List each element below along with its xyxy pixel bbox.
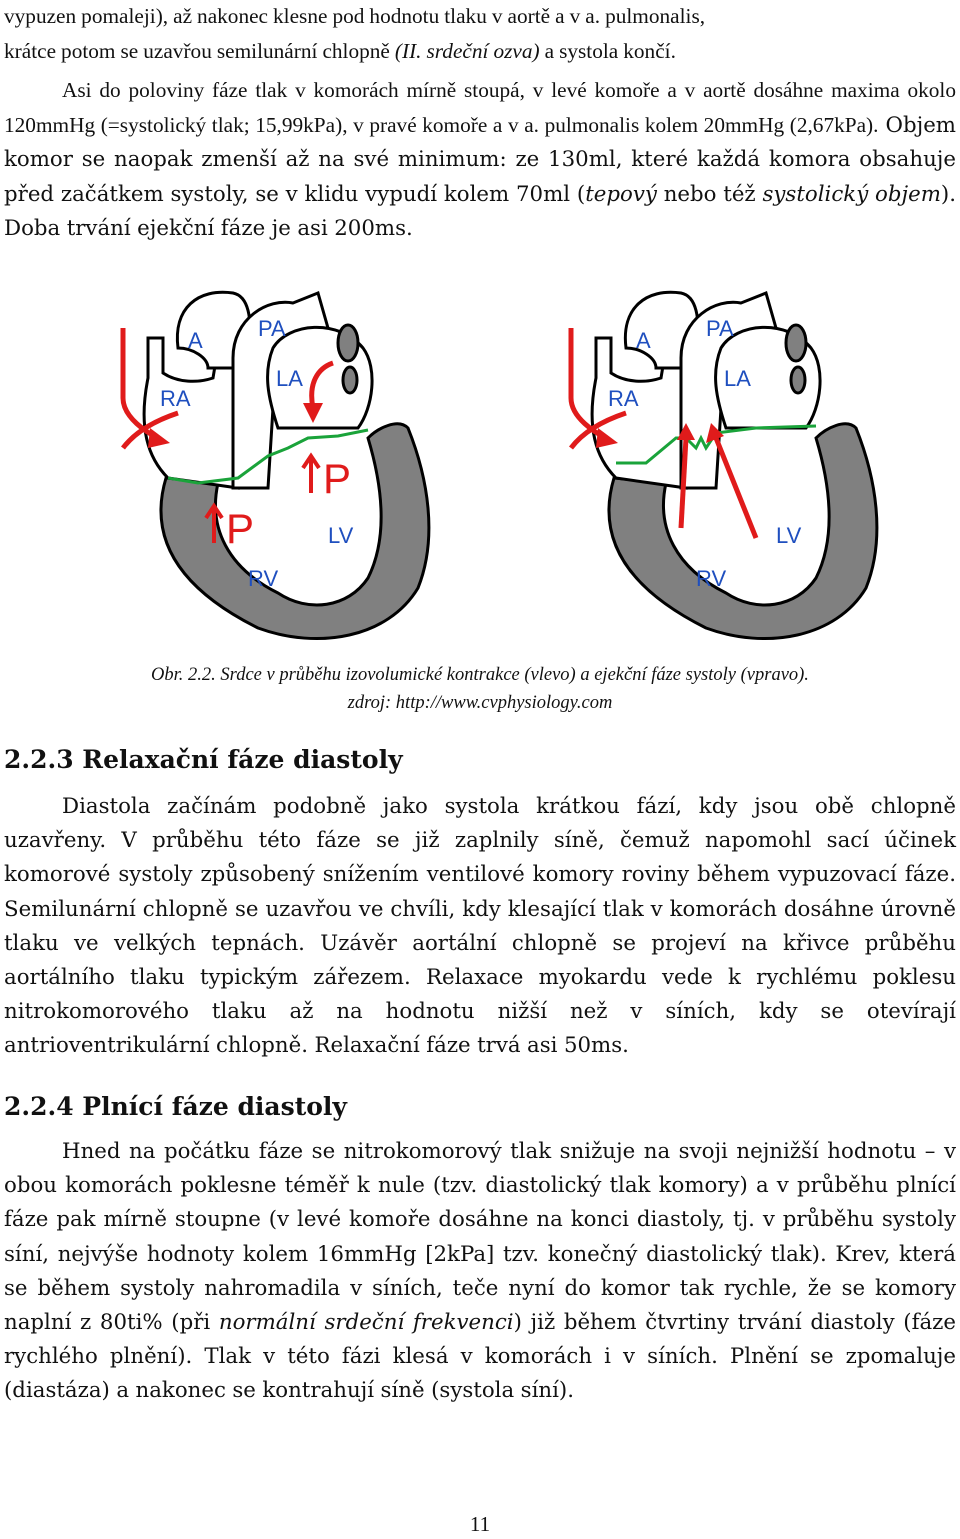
label-pressure-rv: P (226, 505, 255, 552)
label-ra: RA (608, 386, 639, 411)
intro-line-2: krátce potom se uzavřou semilunární chlopně (II. srdeční ozva) a systola končí. (4, 39, 676, 64)
intro-paragraph-end (4, 0, 956, 69)
label-pa: PA (706, 316, 734, 341)
label-pa: PA (258, 316, 286, 341)
volume-text: Objem komor se naopak zmenší až na své minimum: ze 130ml, které každá komora obsahuje před začátkem systoly, se v klidu vypudí kolem 70ml ( (4, 113, 956, 207)
pulmonary-vein (786, 325, 806, 361)
pressure-text: Asi do poloviny fáze tlak v komorách mírně stoupá, v levé komoře a v aortě dosáhne maxima okolo 120mmHg (=systolický tlak; 15,99kPa), v pravé komoře a v a. pulmonalis kolem 20mmHg (2,67kPa). (4, 78, 956, 138)
pulmonary-vein-2 (791, 367, 805, 393)
pressure-up-arrow-lv (303, 456, 319, 493)
page-number: 11 (469, 1512, 491, 1536)
stroke-volume-term: tepový (585, 181, 657, 207)
systolic-volume-term: systolický objem (762, 181, 941, 207)
label-la: LA (724, 366, 751, 391)
section-heading-2-2-4: 2.2.4 Plnící fáze diastoly (4, 1092, 347, 1121)
pulmonary-vein-2 (343, 367, 357, 393)
label-pressure-lv: P (323, 455, 352, 502)
figure-source: zdroj: http://www.cvphysiology.com (347, 693, 613, 713)
ejection-paragraph: Asi do poloviny fáze tlak v komorách mírně stoupá, v levé komoře a v aortě dosáhne maxima okolo 120mmHg (=systolický tlak; 15,99kPa), v pravé komoře a v a. pulmonalis kolem 20mmHg (2,67kPa). Objem komor se naopak zmenší až na své minimum: ze 130ml, které každá komora obsahuje před začátkem systoly, se v klidu vypudí kolem 70ml (tepový nebo též systolický objem). Doba trvání ejekční fáze je asi 200ms. (4, 78, 956, 241)
normal-heart-rate-term: normální srdeční frekvenci (218, 1310, 514, 1336)
label-aorta: A (188, 328, 203, 353)
label-lv: LV (328, 523, 354, 548)
section-heading-2-2-3: 2.2.3 Relaxační fáze diastoly (4, 745, 403, 774)
label-rv: RV (248, 566, 279, 591)
heart-diagram-isovolumic (108, 288, 438, 648)
label-ra: RA (160, 386, 191, 411)
label-rv: RV (696, 566, 727, 591)
label-aorta: A (636, 328, 651, 353)
intro-line-1: vypuzen pomaleji), až nakonec klesne pod hodnotu tlaku v aortě a v a. pulmonalis, (4, 4, 706, 28)
pulmonary-vein (338, 325, 358, 361)
section-text-2-2-4: Hned na počátku fáze se nitrokomorový tlak snižuje na svoji nejnižší hodnotu – v obou komorách poklesne téměř k nule (tzv. diastolický tlak komory) a v průběhu plnící fáze pak mírně stoupne (v levé komoře dosáhne na konci diastoly, tj. v průběhu systoly síní, nejvýše hodnoty kolem 16mmHg [2kPa] tzv. konečný diastolický tlak). Krev, která se během systoly nahromadila v síních, teče nyní do komor tak rychle, že se komory naplní z 80ti% (při normální srdeční frekvenci) již během čtvrtiny trvání diastoly (fáze rychlého plnění). Tlak v této fázi klesá v komorách i v síních. Plnění se zpomaluje (diastáza) a nakonec se kontrahují síně (systola síní). (4, 1139, 956, 1404)
label-la: LA (276, 366, 303, 391)
section-text-2-2-3: Diastola začínám podobně jako systola krátkou fází, kdy jsou obě chlopně uzavřeny. V průběhu této fáze se již zaplnily síně, čemuž napomohl sací účinek komorové systoly způsobený snížením ventilové komory roviny během vypuzovací fáze. Semilunární chlopně se uzavřou ve chvíli, kdy klesající tlak v komorách dosáhne úrovně tlaku ve velkých tepnách. Uzávěr aortální chlopně se projeví na křivce průběhu aortálního tlaku typickým zářezem. Relaxace myokardu vede k rychlému poklesu nitrokomorového tlaku až na hodnotu nižší než v síních, kdy se otevírají antrioventrikulární chlopně. Relaxační fáze trvá asi 50ms. (4, 794, 956, 1059)
heart-diagram-ejection (556, 288, 886, 648)
flow-arrow-ejection-lv (716, 438, 756, 538)
label-lv: LV (776, 523, 802, 548)
figure-caption: Obr. 2.2. Srdce v průběhu izovolumické kontrakce (vlevo) a ejekční fáze systoly (vpravo). (151, 665, 809, 685)
